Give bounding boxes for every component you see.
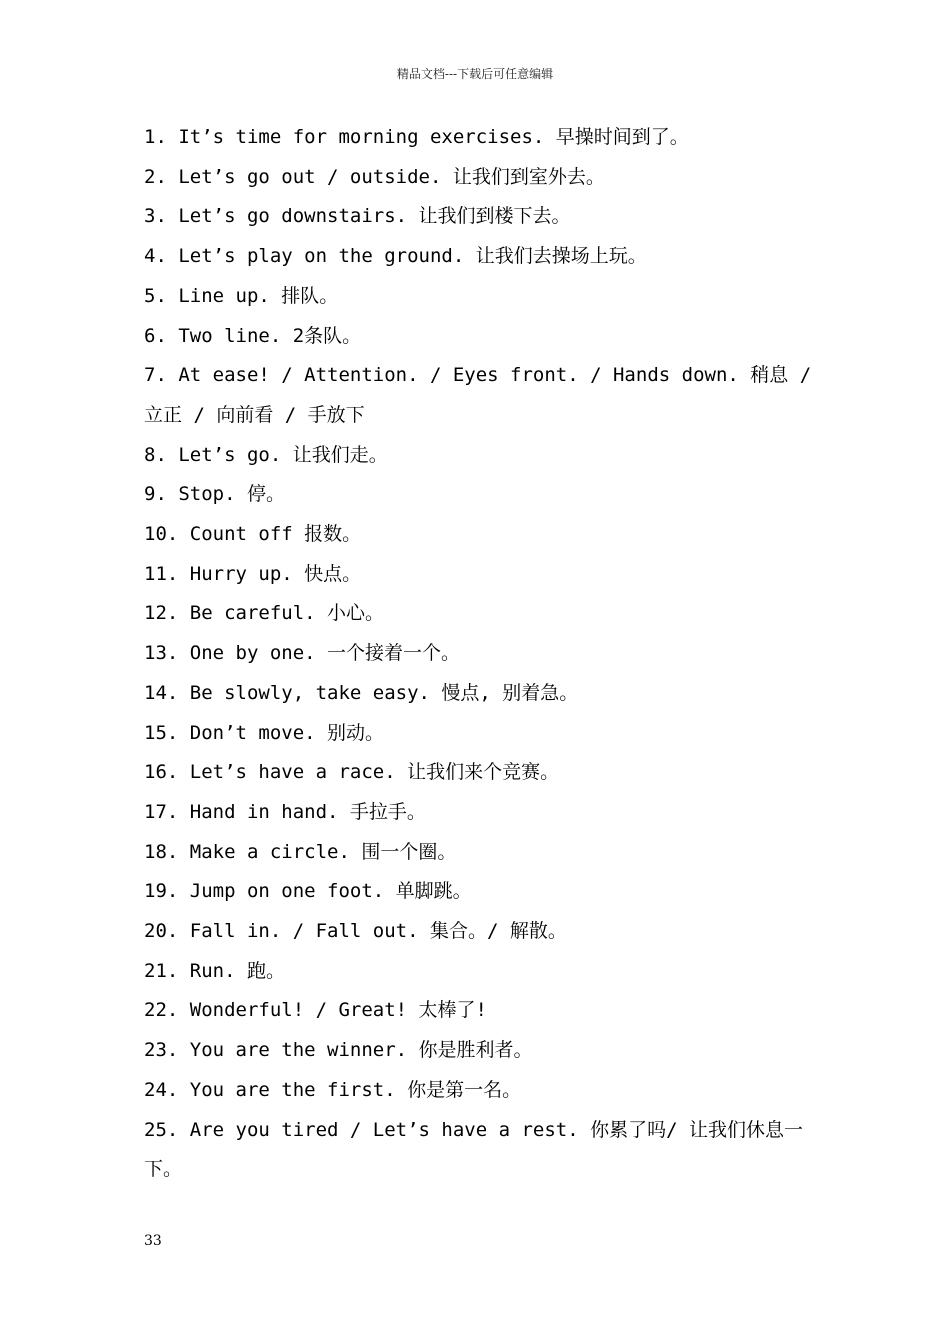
- phrase-line: 4. Let’s play on the ground. 让我们去操场上玩。: [144, 245, 647, 268]
- phrase-line: 17. Hand in hand. 手拉手。: [144, 800, 426, 823]
- phrase-line: 5. Line up. 排队。: [144, 284, 339, 307]
- page-number: 33: [144, 1233, 162, 1249]
- phrase-line: 9. Stop. 停。: [144, 483, 285, 506]
- phrase-line: 18. Make a circle. 围一个圈。: [144, 840, 457, 863]
- phrase-line: 25. Are you tired / Let’s have a rest. 你累了吗/ 让我们休息一下。: [144, 1118, 803, 1181]
- phrase-line: 1. It’s time for morning exercises. 早操时间到了。: [144, 126, 689, 148]
- phrase-line: 14. Be slowly, take easy. 慢点, 别着急。: [144, 681, 579, 704]
- page-header: 精品文档---下载后可任意编辑: [396, 67, 554, 81]
- phrase-line: 23. You are the winner. 你是胜利者。: [144, 1039, 533, 1062]
- phrase-line: 10. Count off 报数。: [144, 523, 362, 546]
- phrase-line: 19. Jump on one foot. 单脚跳。: [144, 880, 472, 903]
- phrase-line: 11. Hurry up. 快点。: [144, 562, 362, 585]
- phrase-line: 6. Two line. 2条队。: [144, 324, 362, 347]
- phrase-line: 16. Let’s have a race. 让我们来个竞赛。: [144, 761, 560, 784]
- phrase-line: 24. You are the first. 你是第一名。: [144, 1078, 522, 1101]
- phrase-line: 13. One by one. 一个接着一个。: [144, 642, 461, 665]
- phrase-line: 12. Be careful. 小心。: [144, 602, 385, 625]
- phrase-line: 8. Let’s go. 让我们走。: [144, 443, 388, 466]
- phrase-line: 2. Let’s go out / outside. 让我们到室外去。: [144, 165, 605, 188]
- phrase-line: 3. Let’s go downstairs. 让我们到楼下去。: [144, 205, 571, 228]
- phrase-line: 15. Don’t move. 别动。: [144, 721, 385, 744]
- phrase-list: [144, 118, 823, 1190]
- phrase-line: 21. Run. 跑。: [144, 959, 285, 982]
- phrase-line: 7. At ease! / Attention. / Eyes front. / Hands down. 稍息 / 立正 / 向前看 / 手放下: [144, 364, 823, 426]
- phrase-line: 22. Wonderful! / Great! 太棒了!: [144, 999, 487, 1022]
- phrase-line: 20. Fall in. / Fall out. 集合。/ 解散。: [144, 920, 567, 943]
